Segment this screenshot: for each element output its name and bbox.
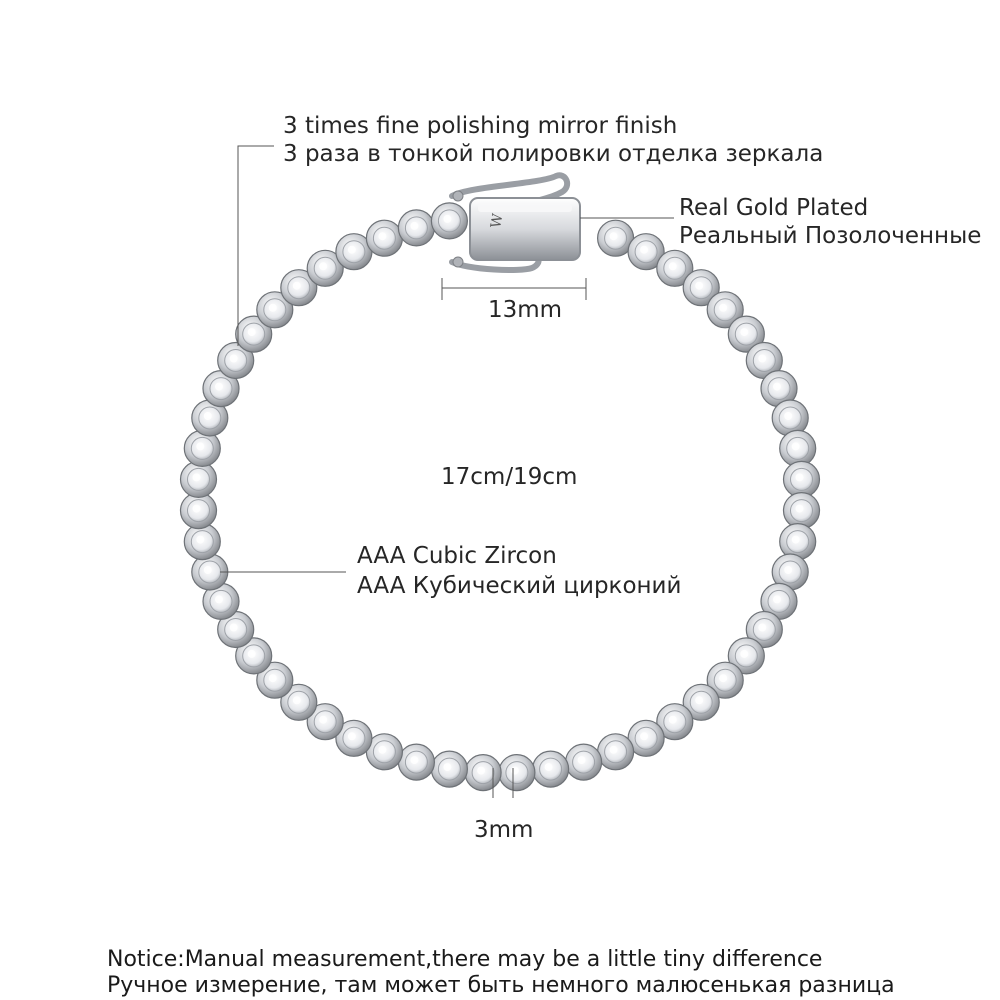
stone-link — [465, 755, 501, 791]
stone-link — [784, 461, 820, 497]
stone-link — [533, 751, 569, 787]
stone-link — [780, 430, 816, 466]
stone-link — [431, 751, 467, 787]
bracelet-chain — [181, 203, 820, 791]
stone-size-label: 3mm — [474, 817, 534, 843]
hallmark-stamp: W — [488, 212, 507, 230]
stone-link — [184, 524, 220, 560]
stone-link — [598, 734, 634, 770]
stone-link — [398, 744, 434, 780]
notice-text-en: Notice:Manual measurement,there may be a little tiny difference — [107, 947, 823, 972]
stone-link — [181, 461, 217, 497]
clasp-width-label: 13mm — [488, 297, 563, 323]
notice-text-ru: Ручное измерение, там может быть немного малюсенькая разница — [107, 973, 895, 998]
box-clasp — [452, 175, 580, 270]
stone-link — [431, 203, 467, 239]
stone-link — [366, 220, 402, 256]
polish-label-ru: 3 раза в тонкой полировки отделка зеркала — [283, 141, 824, 167]
bracelet-length-label: 17cm/19cm — [441, 464, 578, 490]
plating-label-en: Real Gold Plated — [679, 195, 869, 221]
stone-label-ru: AAA Кубический цирконий — [357, 573, 682, 599]
polish-label-en: 3 times fine polishing mirror finish — [283, 113, 678, 139]
stone-link — [784, 493, 820, 529]
stone-link — [566, 744, 602, 780]
stone-label-en: AAA Cubic Zircon — [357, 543, 557, 569]
plating-label-ru: Реальный Позолоченные — [679, 223, 982, 249]
stone-link — [499, 755, 535, 791]
stone-link — [398, 210, 434, 246]
stone-link — [181, 493, 217, 529]
